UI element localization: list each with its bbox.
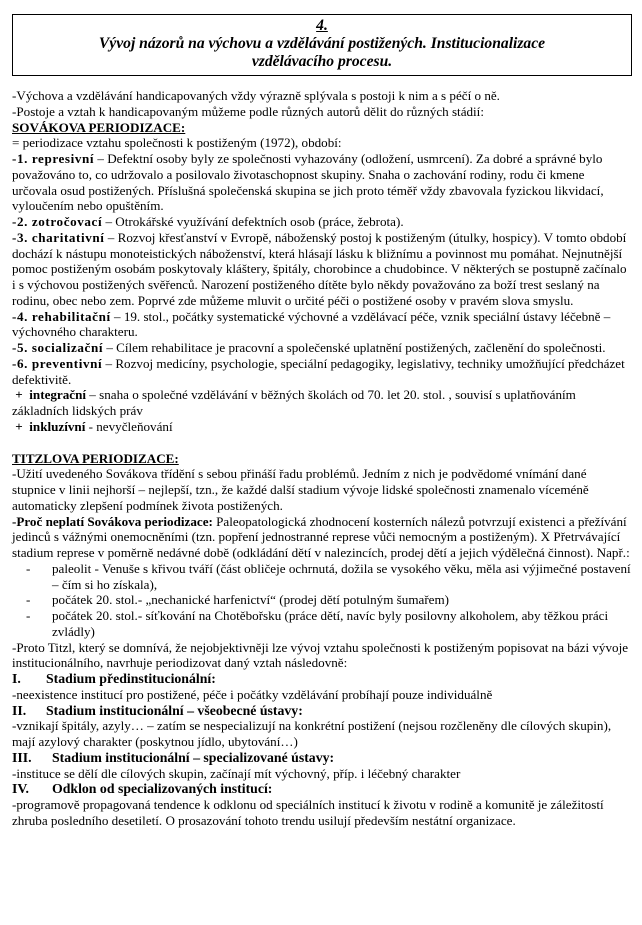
titzl-answer: Paleopatologická zhodnocení kosterních nálezů potvrzují existenci a přežívání jedinců s vážnými onemocněními (tzn. popření jednostranné represe vůči nemocným a postiženým). X Přetrvávající stadium represe v poměrně nedávné době (odkládání dětí v nalezincích, prodej dětí a jejich výdělečná činnost). Např.: — [12, 513, 630, 560]
stage-text: – Rozvoj medicíny, psychologie, speciální pedagogiky, legislativy, techniky umožňující předcházet defektivitě. — [12, 355, 625, 387]
stage-text: – 19. stol., počátky systematické výchovné a vzdělávací péče, vznik speciální ústavy léčebně – výchovného charakteru. — [12, 308, 611, 340]
titzl-stage-text: -vznikají špitály, azyly… – zatím se nespecializují na konkrétní postižení (nejsou rozčleněny dle cílových skupin), mají azylový charakter (poskytnou jídlo, ubytování…) — [12, 718, 612, 749]
stage-number: IV. — [12, 781, 30, 797]
sovak-stage — [12, 214, 632, 230]
intro-line-1: -Výchova a vzdělávání handicapovaných vždy výrazně splývala s postoji k nim a s péčí o ně. — [12, 88, 500, 103]
sovak-stage — [12, 356, 632, 388]
stage-term: -6. preventivní — [12, 355, 103, 371]
sovak-stage — [12, 387, 632, 419]
stage-number: II. — [12, 702, 27, 718]
stage-title: Stadium institucionální – všeobecné ústavy: — [46, 702, 303, 718]
stage-term: -1. represivní — [12, 151, 95, 166]
sovak-definition: = periodizace vztahu společnosti k postiženým (1972), období: — [12, 135, 342, 151]
example-dash: - — [26, 592, 31, 608]
titzl-stage-text: -programově propagovaná tendence k odklonu od speciálních institucí k životu v rodině a komunitě je záležitostí zhruba posledního desetiletí. O prosazování tohoto trendu usilují především nestátní organizace. — [12, 797, 604, 828]
stage-term: + integrační — [12, 387, 87, 403]
stage-number: III. — [12, 749, 32, 765]
titzl-question: -Proč neplatí Sovákova periodizace: — [12, 513, 213, 529]
example-item — [12, 608, 632, 640]
title-line-1: Vývoj názorů na výchovu a vzdělávání postižených. Institucionalizace — [98, 35, 546, 52]
stage-title: Odklon od specializovaných institucí: — [52, 781, 273, 797]
sovak-stage — [12, 151, 632, 214]
sovak-heading: SOVÁKOVA PERIODIZACE: — [12, 119, 186, 135]
document-page — [12, 0, 632, 829]
sovak-stage — [12, 419, 632, 435]
stage-term: + inkluzívní — [12, 418, 86, 434]
stage-term: -3. charitativní — [12, 229, 105, 245]
stage-text: – Defektní osoby byly ze společnosti vyhazovány (odložení, usmrcení). Za dobré a správné bylo považováno to, co udržovalo a posilovalo životaschopnost skupiny. Snaha o zachování rodiny, rodu či kmene určovala osud postižených. Příslušná společenská skupina se jich proto téměř vždy zbavovala fyzickou likvidací, vyloučením nebo opuštěním. — [12, 151, 604, 214]
example-dash: - — [26, 608, 31, 623]
titzl-paragraph-3: -Proto Titzl, který se domnívá, že nejobjektivněji lze vývoj vztahu společnosti k postiženým popisovat na bázi vývoje institucionálního, navrhuje periodizovat daný vztah následovně: — [12, 639, 629, 671]
sovak-stage — [12, 309, 632, 341]
document-body — [12, 88, 632, 829]
example-item — [12, 561, 632, 593]
stage-title: Stadium institucionální – specializované ústavy: — [52, 749, 335, 765]
stage-text: - nevyčleňování — [85, 418, 173, 434]
intro-line-2: -Postoje a vztah k handicapovaným můžeme podle různých autorů dělit do různých stádií: — [12, 103, 484, 119]
titzl-paragraph-2 — [12, 514, 632, 561]
stage-text: – Otrokářské využívání defektních osob (práce, žebrota). — [102, 214, 404, 229]
titzl-stage-heading — [12, 781, 632, 797]
stage-term: -4. rehabilitační — [12, 308, 111, 324]
title-line-2: vzdělávacího procesu. — [251, 53, 393, 70]
sovak-stage — [12, 230, 632, 309]
stage-text: – snaha o společné vzdělávání v běžných školách od 70. let 20. stol. , souvisí s uplatňováním základních lidských práv — [12, 387, 580, 418]
example-dash: - — [26, 560, 31, 576]
titzl-stage-heading — [12, 671, 632, 687]
titzl-stage-text: -neexistence institucí pro postižené, péče i počátky vzdělávání probíhají pouze individuálně — [12, 686, 493, 702]
titzl-stage-heading — [12, 750, 632, 766]
sovak-stage — [12, 340, 632, 356]
stage-term: -2. zotročovací — [12, 214, 103, 229]
titzl-heading: TITZLOVA PERIODIZACE: — [12, 450, 179, 466]
chapter-number: 4. — [316, 17, 328, 34]
title-box — [12, 14, 632, 76]
example-text: paleolit - Venuše s křivou tváří (část obličeje ochrnutá, dožila se vysokého věku, měla asi výjimečné postavení – čím si ho získala), — [52, 560, 631, 592]
example-text: počátek 20. stol.- síťkování na Chotěbořsku (práce dětí, navíc byly posilovny alkoholem, aby těžkou práci zvládly) — [52, 608, 609, 639]
titzl-stage-heading — [12, 703, 632, 719]
stage-text: – Cílem rehabilitace je pracovní a společenské uplatnění postižených, začlenění do společnosti. — [103, 340, 606, 355]
stage-number: I. — [12, 671, 21, 686]
stage-term: -5. socializační — [12, 340, 104, 355]
example-item — [12, 592, 632, 608]
stage-title: Stadium předinstitucionální: — [46, 671, 216, 686]
titzl-paragraph-1: -Užití uvedeného Sovákova třídění s sebou přináší řadu problémů. Jedním z nich je podvědomé vnímání dané stupnice v linii nejhorší – nejlepší, tzn., že každé další stadium vývoje lidské společnosti znamenalo víceméně automaticky zlepšení podmínek života postižených. — [12, 466, 589, 513]
titzl-stage-text: -instituce se dělí dle cílových skupin, začínají mít výchovný, příp. i léčebný charakter — [12, 765, 461, 781]
stage-text: – Rozvoj křesťanství v Evropě, náboženský postoj k postiženým (útulky, hospicy). V tomto období dochází k nástupu monoteistických náboženství, která hlásají lásku k bližnímu a povinnost mu pomáhat. Nejnutnější pomoc postiženým osobám poskytovaly kláštery, špitály, chorobince a chudobince. V některých se postupně začínalo i s výchovou postižených svěřenců. Narození postiženého dítěte bylo někdy považováno za boží trest seslaný na rodinu, obec nebo zem. Poprvé zde můžeme mluvit o určité péči o postižené osoby v pravém slova smyslu. — [12, 229, 627, 308]
example-text: počátek 20. stol.- „nechanické harfenictví“ (prodej dětí potulným šumařem) — [52, 592, 450, 608]
